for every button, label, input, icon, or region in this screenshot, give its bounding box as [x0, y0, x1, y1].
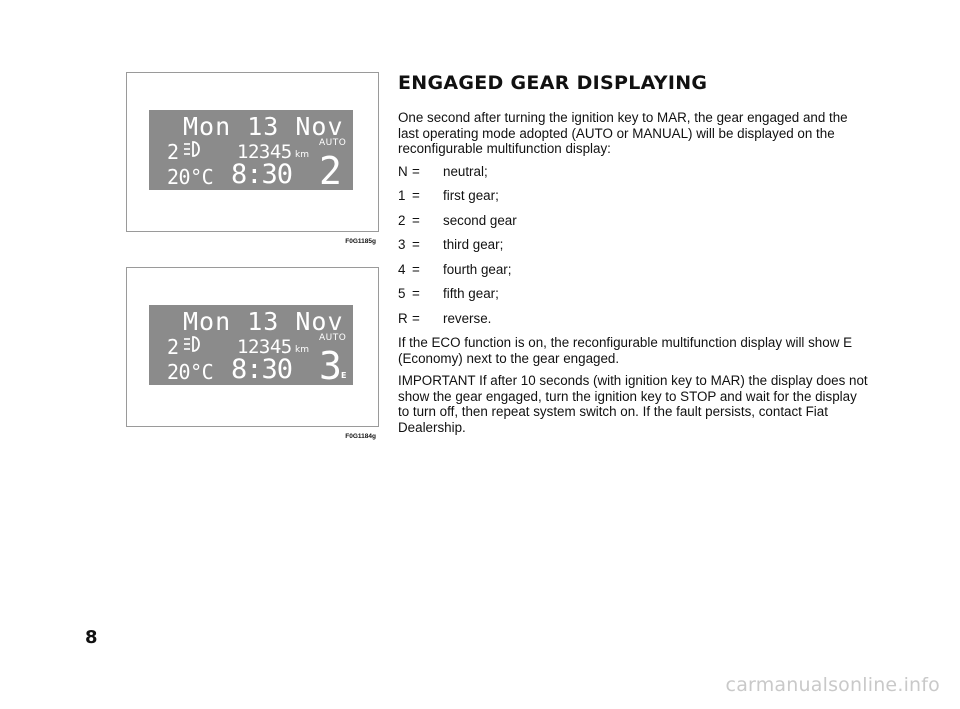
multifunction-display [149, 305, 353, 388]
multifunction-display [149, 110, 353, 193]
gear-key: R [398, 310, 408, 326]
gear-description: neutral; [443, 163, 488, 179]
gear-equals: = [412, 212, 420, 228]
display-temperature: 20°C [167, 360, 214, 384]
page-number: 8 [85, 627, 98, 648]
section-content [398, 72, 868, 442]
display-small-gear: 2 [167, 140, 180, 164]
gear-key: N [398, 163, 408, 179]
gear-list [398, 164, 868, 336]
gear-key: 2 [398, 212, 406, 228]
gear-equals: = [412, 286, 420, 301]
display-clock: 8:30 [231, 159, 293, 190]
gear-key: 3 [398, 237, 406, 252]
list-item [398, 164, 868, 189]
gear-key: 5 [398, 286, 406, 301]
gear-equals: = [412, 163, 420, 179]
gear-description: reverse. [443, 310, 492, 326]
display-engaged-gear: 2 [319, 149, 342, 193]
gear-description: first gear; [443, 188, 499, 203]
section-heading: ENGAGED GEAR DISPLAYING [398, 72, 708, 94]
gear-equals: = [412, 188, 420, 203]
eco-note-paragraph: If the ECO function is on, the reconfigurable multifunction display will show E (Economy) next to the gear engaged. [398, 335, 853, 366]
display-engaged-gear: 3 [319, 344, 342, 388]
watermark: carmanualsonline.info [725, 674, 940, 696]
figure-code: F0G1185g [345, 238, 376, 245]
gear-key: 4 [398, 261, 406, 277]
figure-display-auto-gear-2 [126, 72, 379, 245]
gear-equals: = [412, 237, 420, 252]
display-eco-mark: E [341, 371, 347, 380]
gear-equals: = [412, 261, 420, 277]
display-odometer: 12345 [237, 141, 292, 163]
list-item [398, 237, 868, 262]
display-km-unit: km [295, 345, 309, 355]
list-item [398, 188, 868, 213]
gear-description: third gear; [443, 237, 504, 252]
figure-display-eco-gear-3 [126, 267, 379, 440]
display-date: Mon 13 Nov [183, 112, 344, 141]
intro-paragraph: One second after turning the ignition key to MAR, the gear engaged and the last operating mode adopted (AUTO or MANUAL) will be displayed on the reconfigurable multifunction display: [398, 110, 848, 156]
display-clock: 8:30 [231, 354, 293, 385]
display-odometer: 12345 [237, 336, 292, 358]
display-mode: AUTO [319, 138, 347, 148]
gear-key: 1 [398, 188, 406, 203]
list-item [398, 311, 868, 336]
list-item [398, 286, 868, 311]
display-date: Mon 13 Nov [183, 307, 344, 336]
display-small-gear: 2 [167, 335, 180, 359]
gear-equals: = [412, 310, 420, 326]
display-temperature: 20°C [167, 165, 214, 189]
important-paragraph: IMPORTANT If after 10 seconds (with ignition key to MAR) the display does not show the gear engaged, turn the ignition key to STOP and wait for the display to turn off, then repeat system switch on. If the fault persists, contact Fiat Dealership. [398, 373, 868, 435]
gear-description: fourth gear; [443, 261, 512, 277]
headlamp-icon [182, 335, 204, 353]
list-item [398, 213, 868, 238]
figure-code: F0G1184g [345, 433, 376, 440]
gear-description: fifth gear; [443, 286, 499, 301]
display-mode: AUTO [319, 333, 347, 343]
list-item [398, 262, 868, 287]
gear-description: second gear [443, 212, 517, 228]
headlamp-icon [182, 140, 204, 158]
display-km-unit: km [295, 150, 309, 160]
